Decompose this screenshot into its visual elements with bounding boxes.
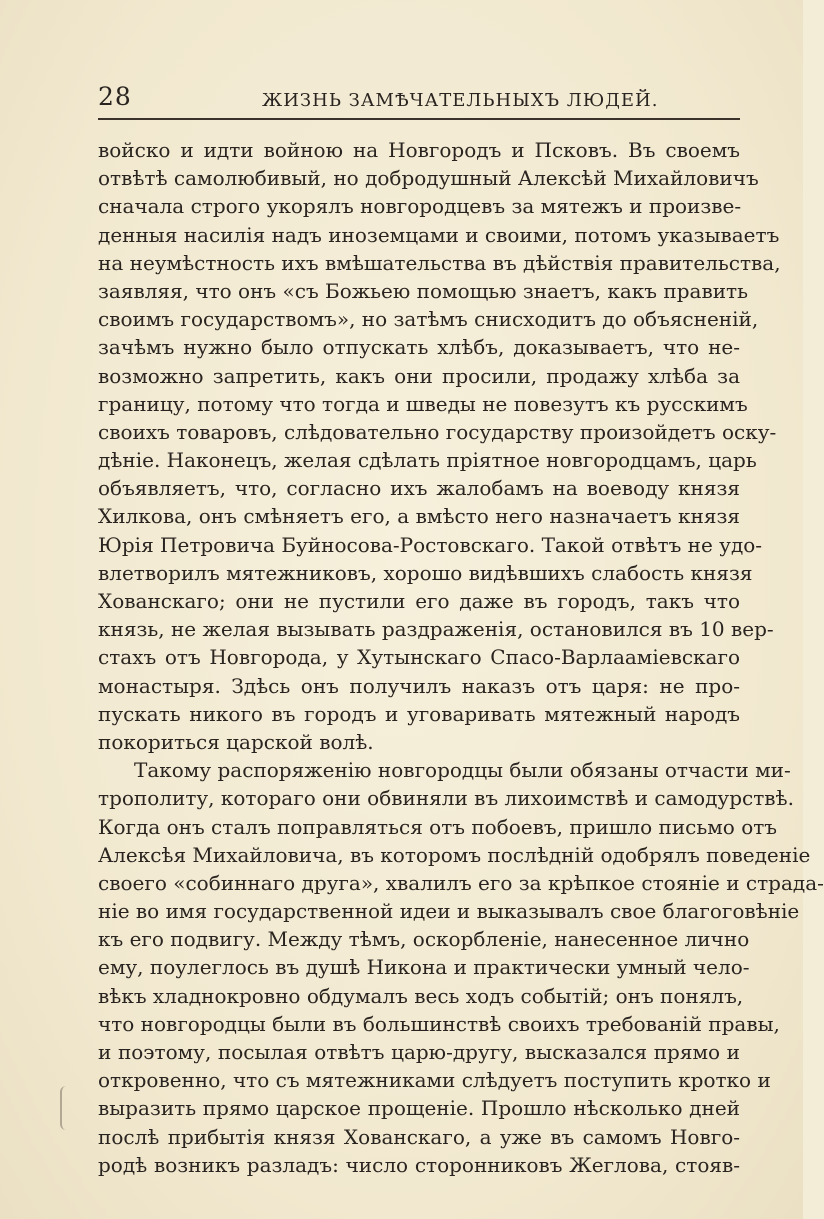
text-line: къ его подвигу. Между тѣмъ, оскорбленіе, нанесенное лично xyxy=(98,927,750,952)
text-line: родѣ возникъ разладъ: число сторонниковъ Жеглова, стояв- xyxy=(98,1152,740,1177)
text-line: своихъ товаровъ, слѣдовательно государству произойдетъ оску- xyxy=(98,419,777,444)
page-header xyxy=(98,82,740,116)
text-line: возможно запретить, какъ они просили, продажу хлѣба за xyxy=(98,363,740,388)
text-line: выразить прямо царское прощеніе. Прошло нѣсколько дней xyxy=(98,1096,740,1121)
text-line: зачѣмъ нужно было отпускать хлѣбъ, доказываетъ, что не- xyxy=(98,335,740,360)
text-line: князь, не желая вызывать раздраженія, остановился въ 10 вер- xyxy=(98,617,774,642)
text-line: пускать никого въ городъ и уговаривать мятежный народъ xyxy=(98,701,740,726)
text-line: Юрія Петровича Буйносова-Ростовскаго. Такой отвѣтъ не удо- xyxy=(98,532,763,557)
text-line: своимъ государствомъ», но затѣмъ снисходитъ до объясненій, xyxy=(98,307,759,332)
text-line: сначала строго укорялъ новгородцевъ за мятежъ и произве- xyxy=(98,194,742,219)
text-line: заявляя, что онъ «съ Божьею помощью знаетъ, какъ править xyxy=(98,278,748,303)
text-line: отвѣтѣ самолюбивый, но добродушный Алексѣй Михайловичъ xyxy=(98,166,759,191)
text-line: границу, потому что тогда и шведы не повезутъ къ русскимъ xyxy=(98,391,748,416)
text-line: на неумѣстность ихъ вмѣшательства въ дѣйствія правительства, xyxy=(98,250,781,275)
text-line: откровенно, что съ мятежниками слѣдуетъ поступить кротко и xyxy=(98,1068,771,1093)
body-text xyxy=(98,136,824,1179)
running-head: ЖИЗНЬ ЗАМѢЧАТЕЛЬНЫХЪ ЛЮДЕЙ. xyxy=(262,90,659,111)
text-line: денныя насилія надъ иноземцами и своими, потомъ указываетъ xyxy=(98,222,780,247)
paragraph-end-line: покориться царской волѣ. xyxy=(98,729,374,754)
text-line: дѣніе. Наконецъ, желая сдѣлать пріятное новгородцамъ, царь xyxy=(98,448,757,473)
text-line: монастыря. Здѣсь онъ получилъ наказъ отъ царя: не про- xyxy=(98,673,740,698)
text-line: что новгородцы были въ большинствѣ своихъ требованій правы, xyxy=(98,1011,780,1036)
text-line: послѣ прибытія князя Хованскаго, а уже въ самомъ Новго- xyxy=(98,1124,740,1149)
text-line: ему, поулеглось въ душѣ Никона и практически умный чело- xyxy=(98,955,750,980)
text-line: влетворилъ мятежниковъ, хорошо видѣвшихъ слабость князя xyxy=(98,560,753,585)
text-line: войско и идти войною на Новгородъ и Псковъ. Въ своемъ xyxy=(98,138,740,162)
text-line: вѣкъ хладнокровно обдумалъ весь ходъ событій; онъ понялъ, xyxy=(98,983,744,1008)
text-line: стахъ отъ Новгорода, у Хутынскаго Спасо-Варлааміевскаго xyxy=(98,645,740,670)
text-line: объявляетъ, что, согласно ихъ жалобамъ на воеводу князя xyxy=(98,476,740,501)
page-number: 28 xyxy=(98,82,132,111)
paragraph-start-line: Такому распоряженію новгородцы были обязаны отчасти ми- xyxy=(134,758,791,783)
text-line: Когда онъ сталъ поправляться отъ побоевъ, пришло письмо отъ xyxy=(98,814,778,839)
text-line: и поэтому, посылая отвѣтъ царю-другу, высказался прямо и xyxy=(98,1040,740,1064)
text-line: своего «собиннаго друга», хвалилъ его за крѣпкое стояніе и страда- xyxy=(98,870,824,895)
text-line: ніе во имя государственной идеи и выказывалъ свое благоговѣніе xyxy=(98,899,800,924)
margin-bracket-mark xyxy=(60,1086,76,1130)
text-line: Хованскаго; они не пустили его даже въ городъ, такъ что xyxy=(98,589,740,613)
text-line: Хилкова, онъ смѣняетъ его, а вмѣсто него назначаетъ князя xyxy=(98,504,740,529)
text-line: Алексѣя Михайловича, въ которомъ послѣдній одобрялъ поведеніе xyxy=(98,842,811,867)
header-rule xyxy=(98,118,740,120)
text-line: трополиту, котораго они обвиняли въ лихоимствѣ и самодурствѣ. xyxy=(98,786,794,811)
